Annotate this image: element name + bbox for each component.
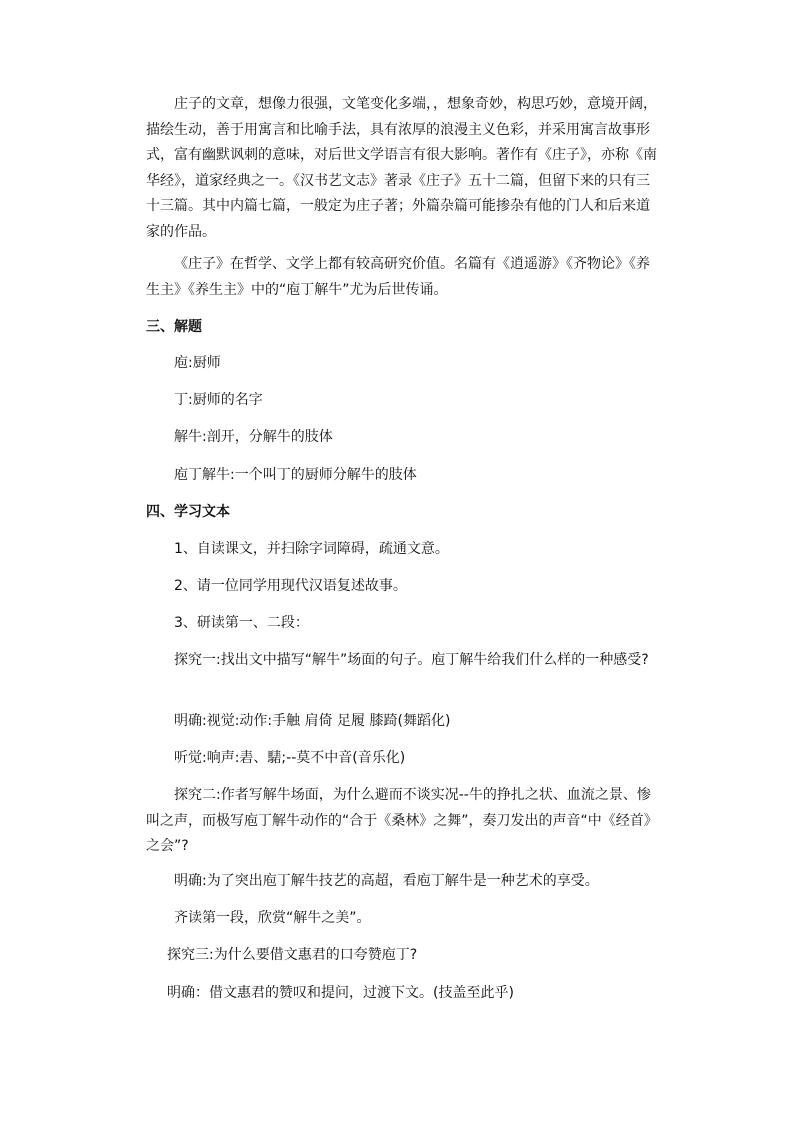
study-step: 1、自读课文，并扫除字词障碍，疏通文意。	[174, 541, 449, 557]
definition-item: 丁:厨师的名字	[174, 392, 263, 408]
value-paragraph: 《庄子》在哲学、文学上都有较高研究价值。名篇有《逍遥游》《齐物论》《养生主》《养生主》中的“庖丁解牛”尤为后世传诵。	[146, 256, 650, 298]
definition-item: 解牛:剖开，分解牛的肢体	[174, 429, 333, 445]
intro-paragraph: 庄子的文章，想像力很强，文笔变化多端，，想象奇妙，构思巧妙，意境开阔，描绘生动，善于用寓言和比喻手法，具有浓厚的浪漫主义色彩，并采用寓言故事形式，富有幽默讽刺的意味，对后世文学语言有很大影响。著作有《庄子》，亦称《南华经》，道家经典之一。《汉书艺文志》著录《庄子》五十二篇，但留下来的只有三十三篇。其中内篇七篇，一般定为庄子著；外篇杂篇可能掺杂有他的门人和后来道家的作品。	[146, 96, 657, 240]
clarify-answer-2: 明确:为了突出庖丁解牛技艺的高超，看庖丁解牛是一种艺术的享受。	[174, 873, 599, 889]
clarify-answer-3: 明确：借文惠君的赞叹和提问，过渡下文。(技盖至此乎)	[167, 985, 514, 1001]
definition-item: 庖丁解牛:一个叫丁的厨师分解牛的肢体	[174, 467, 417, 483]
explore-question-3: 探究三:为什么要借文惠君的口夸赞庖丁?	[167, 947, 418, 963]
recite-instruction: 齐读第一段，欣赏“解牛之美”。	[174, 910, 371, 926]
study-step: 2、请一位同学用现代汉语复述故事。	[174, 578, 407, 594]
section-4-heading: 四、学习文本	[146, 504, 230, 520]
explore-question-2: 探究二:作者写解牛场面，为什么避而不谈实况--牛的挣扎之状、血流之景、惨叫之声，而极写庖丁解牛动作的“合于《桑林》之舞”，奏刀发出的声音“中《经首》之会”?	[146, 787, 658, 854]
hearing-note: 听觉:响声:砉、騞;--莫不中音(音乐化)	[174, 750, 406, 766]
clarify-answer-1: 明确:视觉:动作:手触 肩倚 足履 膝踦(舞蹈化)	[174, 713, 451, 729]
definition-item: 庖:厨师	[174, 355, 221, 371]
explore-question-1: 探究一:找出文中描写“解牛”场面的句子。庖丁解牛给我们什么样的一种感受?	[174, 652, 649, 668]
section-3-heading: 三、解题	[146, 319, 202, 335]
study-step: 3、研读第一、二段：	[174, 615, 309, 631]
